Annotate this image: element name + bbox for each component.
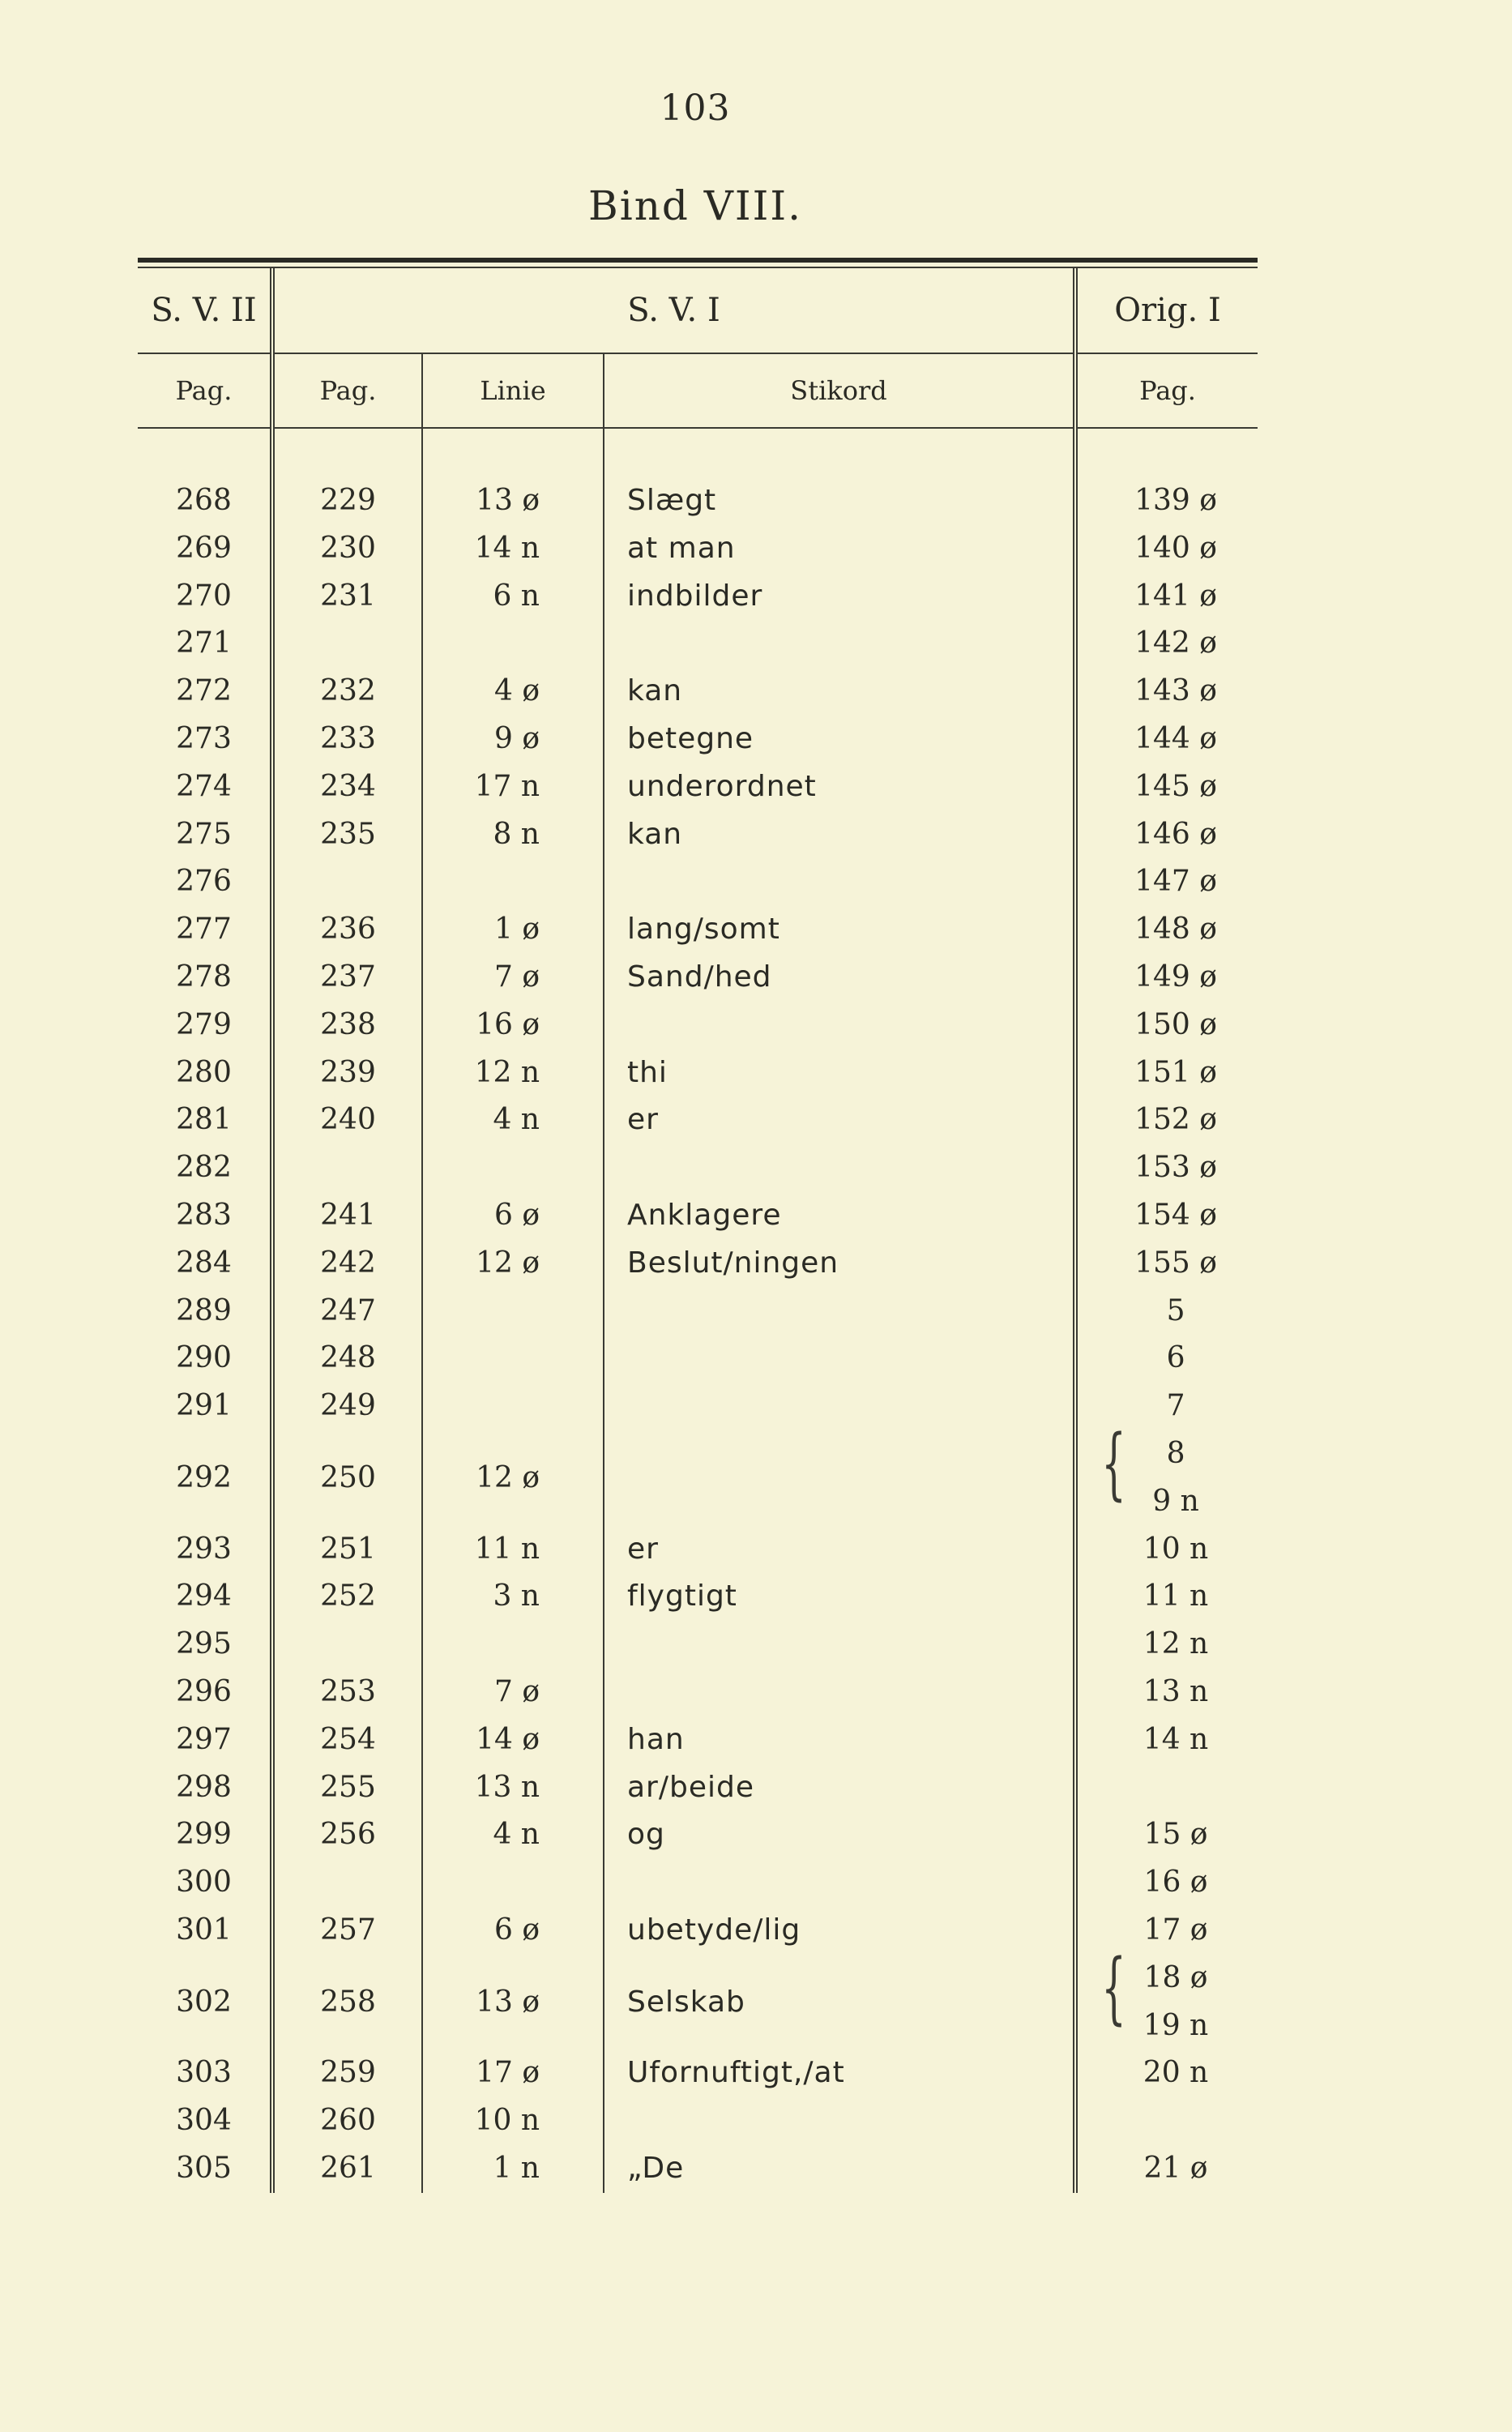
curly-brace-icon: { [1101, 1417, 1126, 1509]
cell-pag-sv2: 299 [138, 1811, 272, 1859]
table-row [138, 1907, 1258, 1955]
cell-stikord [604, 1002, 1075, 1049]
table-row [138, 668, 1258, 716]
cell-pag-orig: 12 n [1143, 1627, 1209, 1661]
cell-linie: 11 n [422, 1526, 604, 1574]
cell-pag-sv1: 252 [272, 1573, 422, 1621]
cell-pag-sv2: 303 [138, 2049, 272, 2097]
cell-pag-sv2: 297 [138, 1716, 272, 1764]
header-sv2: S. V. II [138, 268, 272, 353]
cell-pag-orig: 146 ø [1134, 817, 1217, 851]
table-row [138, 1192, 1258, 1240]
table-row [138, 2145, 1258, 2193]
cell-pag-orig: 144 ø [1134, 721, 1217, 755]
cell-pag-sv1: 233 [272, 716, 422, 763]
cell-pag-sv2: 279 [138, 1002, 272, 1049]
table-row [138, 906, 1258, 954]
cell-pag-sv1: 249 [272, 1383, 422, 1430]
cell-stikord [604, 620, 1075, 668]
cell-pag-sv1: 242 [272, 1240, 422, 1288]
orig-page-value: 18 ø [1143, 1960, 1208, 1994]
table-row [138, 1240, 1258, 1288]
cell-pag-sv1: 256 [272, 1811, 422, 1859]
cell-pag-sv2: 278 [138, 954, 272, 1002]
cell-pag-orig: 142 ø [1134, 626, 1217, 660]
cell-stikord: Anklagere [604, 1192, 1075, 1240]
cell-pag-sv2: 271 [138, 620, 272, 668]
cell-pag-sv1 [272, 858, 422, 906]
cell-linie: 6 n [422, 573, 604, 621]
cell-pag-sv1: 235 [272, 811, 422, 859]
cell-linie: 7 ø [422, 1669, 604, 1716]
cell-stikord: han [604, 1716, 1075, 1764]
cell-pag-sv2: 300 [138, 1859, 272, 1907]
cell-pag-orig: 153 ø [1134, 1151, 1217, 1185]
cell-pag-orig [1075, 2097, 1258, 2145]
cell-pag-sv1: 239 [272, 1049, 422, 1097]
cell-pag-sv1 [272, 620, 422, 668]
cell-linie: 4 ø [422, 668, 604, 716]
cell-linie: 8 n [422, 811, 604, 859]
table-row [138, 1621, 1258, 1669]
cell-pag-sv2: 280 [138, 1049, 272, 1097]
cell-stikord: thi [604, 1049, 1075, 1097]
cell-linie: 16 ø [422, 1002, 604, 1049]
cell-pag-sv1: 253 [272, 1669, 422, 1716]
cell-pag-sv2: 276 [138, 858, 272, 906]
table-row [138, 1859, 1258, 1907]
table-row [138, 1335, 1258, 1383]
cell-pag-orig: 6 [1166, 1341, 1185, 1375]
cell-pag-orig: 13 n [1143, 1674, 1209, 1708]
cell-pag-sv1: 257 [272, 1907, 422, 1955]
cell-pag-sv2: 304 [138, 2097, 272, 2145]
cell-pag-orig [1075, 1764, 1258, 1812]
cell-pag-orig: 139 ø [1134, 484, 1217, 517]
cell-stikord: underordnet [604, 763, 1075, 811]
table-row [138, 858, 1258, 906]
table-row [138, 1383, 1258, 1430]
cell-linie: 1 ø [422, 906, 604, 954]
cell-pag-sv1: 237 [272, 954, 422, 1002]
subheader-pag-sv2: Pag. [138, 353, 272, 428]
cell-pag-sv1: 250 [272, 1430, 422, 1526]
cell-pag-orig: 145 ø [1134, 769, 1217, 803]
cell-pag-sv1: 260 [272, 2097, 422, 2145]
cell-pag-sv1: 232 [272, 668, 422, 716]
cell-pag-sv1: 234 [272, 763, 422, 811]
cell-stikord: Selskab [604, 1955, 1075, 2050]
cell-stikord [604, 1621, 1075, 1669]
table-row [138, 477, 1258, 525]
cell-linie: 12 ø [422, 1240, 604, 1288]
orig-page-value: 9 n [1152, 1484, 1199, 1518]
cell-pag-sv2: 268 [138, 477, 272, 525]
cell-pag-sv1: 241 [272, 1192, 422, 1240]
cell-pag-orig: 149 ø [1134, 960, 1217, 994]
cell-stikord: Slægt [604, 477, 1075, 525]
cell-stikord: lang/somt [604, 906, 1075, 954]
table-row [138, 2049, 1258, 2097]
cell-pag-sv2: 292 [138, 1430, 272, 1526]
orig-page-value: 8 [1166, 1436, 1185, 1470]
table-row [138, 1144, 1258, 1192]
concordance-table-wrap [138, 258, 1258, 2193]
cell-pag-sv2: 305 [138, 2145, 272, 2193]
cell-linie [422, 858, 604, 906]
cell-pag-sv1: 231 [272, 573, 422, 621]
cell-pag-sv1 [272, 1144, 422, 1192]
cell-pag-sv1: 240 [272, 1096, 422, 1144]
cell-pag-sv1 [272, 1621, 422, 1669]
concordance-table [138, 268, 1258, 2193]
cell-linie [422, 1859, 604, 1907]
orig-page-value: 19 n [1143, 2008, 1209, 2042]
cell-pag-sv2: 296 [138, 1669, 272, 1716]
table-row [138, 1669, 1258, 1716]
cell-pag-orig: 151 ø [1134, 1055, 1217, 1089]
table-row [138, 1811, 1258, 1859]
cell-pag-orig: 16 ø [1143, 1866, 1208, 1900]
cell-stikord [604, 1383, 1075, 1430]
cell-pag-sv1: 258 [272, 1955, 422, 2050]
cell-pag-sv1: 251 [272, 1526, 422, 1574]
cell-pag-sv1: 254 [272, 1716, 422, 1764]
cell-stikord [604, 1430, 1075, 1526]
cell-pag-sv1: 236 [272, 906, 422, 954]
table-body [138, 428, 1258, 2193]
cell-pag-sv2: 269 [138, 525, 272, 573]
table-row [138, 525, 1258, 573]
cell-pag-sv2: 290 [138, 1335, 272, 1383]
cell-pag-orig [1075, 1417, 1258, 1526]
cell-stikord: flygtigt [604, 1573, 1075, 1621]
cell-pag-sv1: 229 [272, 477, 422, 525]
cell-pag-sv1 [272, 1859, 422, 1907]
cell-pag-sv2: 274 [138, 763, 272, 811]
cell-linie: 3 n [422, 1573, 604, 1621]
cell-pag-sv1: 247 [272, 1288, 422, 1336]
cell-pag-orig: 14 n [1143, 1722, 1209, 1756]
cell-pag-sv2: 301 [138, 1907, 272, 1955]
cell-linie [422, 1621, 604, 1669]
cell-pag-orig: 10 n [1143, 1532, 1209, 1566]
cell-stikord [604, 1335, 1075, 1383]
cell-pag-orig: 147 ø [1134, 865, 1217, 899]
cell-linie: 10 n [422, 2097, 604, 2145]
cell-stikord [604, 1859, 1075, 1907]
cell-pag-orig: 15 ø [1143, 1818, 1208, 1852]
cell-pag-sv1: 238 [272, 1002, 422, 1049]
cell-linie: 7 ø [422, 954, 604, 1002]
cell-pag-orig: 143 ø [1134, 674, 1217, 708]
table-row [138, 1049, 1258, 1097]
table-row [138, 716, 1258, 763]
cell-stikord: ar/beide [604, 1764, 1075, 1812]
cell-pag-orig: 148 ø [1134, 913, 1217, 947]
cell-stikord [604, 1669, 1075, 1716]
cell-linie: 1 n [422, 2145, 604, 2193]
cell-stikord [604, 858, 1075, 906]
cell-linie [422, 620, 604, 668]
cell-pag-orig: 7 [1166, 1389, 1185, 1423]
cell-pag-sv2: 293 [138, 1526, 272, 1574]
table-row [138, 1430, 1258, 1526]
cell-pag-sv1: 261 [272, 2145, 422, 2193]
cell-linie [422, 1335, 604, 1383]
table-row [138, 1288, 1258, 1336]
table-row [138, 1955, 1258, 2050]
cell-linie: 12 n [422, 1049, 604, 1097]
cell-linie: 4 n [422, 1096, 604, 1144]
cell-linie [422, 1383, 604, 1430]
cell-linie: 17 ø [422, 2049, 604, 2097]
table-row [138, 1716, 1258, 1764]
subheader-stikord: Stikord [604, 353, 1075, 428]
cell-pag-sv1: 255 [272, 1764, 422, 1812]
cell-stikord: er [604, 1096, 1075, 1144]
cell-linie: 17 n [422, 763, 604, 811]
cell-stikord: er [604, 1526, 1075, 1574]
cell-pag-sv2: 283 [138, 1192, 272, 1240]
cell-pag-sv2: 294 [138, 1573, 272, 1621]
table-row [138, 763, 1258, 811]
cell-pag-orig: 150 ø [1134, 1007, 1217, 1041]
cell-pag-sv1: 230 [272, 525, 422, 573]
table-row [138, 954, 1258, 1002]
cell-pag-orig: 152 ø [1134, 1103, 1217, 1137]
cell-stikord: og [604, 1811, 1075, 1859]
header-orig1: Orig. I [1114, 292, 1221, 329]
cell-linie: 9 ø [422, 716, 604, 763]
cell-linie: 14 ø [422, 1716, 604, 1764]
cell-stikord [604, 1288, 1075, 1336]
table-row [138, 1096, 1258, 1144]
table-row [138, 573, 1258, 621]
cell-linie: 6 ø [422, 1907, 604, 1955]
cell-linie: 13 n [422, 1764, 604, 1812]
header-sv1: S. V. I [272, 268, 1075, 353]
cell-stikord: ubetyde/lig [604, 1907, 1075, 1955]
cell-stikord [604, 2097, 1075, 2145]
table-row [138, 2097, 1258, 2145]
table-row [138, 1526, 1258, 1574]
cell-linie: 12 ø [422, 1430, 604, 1526]
table-row [138, 811, 1258, 859]
cell-pag-sv2: 302 [138, 1955, 272, 2050]
cell-linie: 14 n [422, 525, 604, 573]
table-row [138, 1764, 1258, 1812]
cell-linie: 13 ø [422, 1955, 604, 2050]
cell-pag-sv2: 277 [138, 906, 272, 954]
cell-pag-orig: 17 ø [1143, 1913, 1208, 1947]
cell-pag-sv2: 291 [138, 1383, 272, 1430]
cell-stikord: Sand/hed [604, 954, 1075, 1002]
cell-pag-sv2: 295 [138, 1621, 272, 1669]
cell-pag-sv1: 248 [272, 1335, 422, 1383]
cell-stikord: kan [604, 668, 1075, 716]
table-row [138, 1573, 1258, 1621]
subheader-linie: Linie [422, 353, 604, 428]
cell-stikord: Ufornuftigt,/at [604, 2049, 1075, 2097]
cell-pag-sv2: 284 [138, 1240, 272, 1288]
cell-stikord: at man [604, 525, 1075, 573]
cell-pag-sv2: 298 [138, 1764, 272, 1812]
cell-pag-orig: 154 ø [1134, 1198, 1217, 1232]
cell-linie: 13 ø [422, 477, 604, 525]
cell-pag-sv2: 282 [138, 1144, 272, 1192]
cell-pag-sv2: 289 [138, 1288, 272, 1336]
cell-pag-sv2: 270 [138, 573, 272, 621]
cell-linie: 6 ø [422, 1192, 604, 1240]
cell-stikord: Beslut/ningen [604, 1240, 1075, 1288]
cell-pag-orig: 140 ø [1134, 531, 1217, 565]
cell-pag-sv2: 281 [138, 1096, 272, 1144]
cell-stikord [604, 1144, 1075, 1192]
cell-pag-sv2: 273 [138, 716, 272, 763]
cell-stikord: „De [604, 2145, 1075, 2193]
curly-brace-icon: { [1101, 1942, 1126, 2033]
subheader-pag-orig: Pag. [1075, 353, 1258, 428]
cell-stikord: indbilder [604, 573, 1075, 621]
table-row [138, 620, 1258, 668]
table-row [138, 1002, 1258, 1049]
cell-pag-orig: 155 ø [1134, 1246, 1217, 1280]
cell-pag-orig: 141 ø [1134, 579, 1217, 613]
cell-pag-sv1: 259 [272, 2049, 422, 2097]
cell-pag-orig [1075, 1942, 1258, 2050]
cell-pag-orig: 21 ø [1143, 2151, 1208, 2185]
cell-linie [422, 1288, 604, 1336]
cell-pag-sv2: 275 [138, 811, 272, 859]
volume-title: Bind VIII. [587, 182, 803, 229]
page-number: 103 [660, 88, 731, 129]
cell-stikord: kan [604, 811, 1075, 859]
cell-pag-orig: 5 [1166, 1293, 1185, 1327]
cell-pag-orig: 11 n [1143, 1579, 1209, 1613]
subheader-pag-sv1: Pag. [272, 353, 422, 428]
cell-linie: 4 n [422, 1811, 604, 1859]
cell-stikord: betegne [604, 716, 1075, 763]
cell-pag-orig: 20 n [1143, 2056, 1209, 2090]
cell-pag-sv2: 272 [138, 668, 272, 716]
cell-linie [422, 1144, 604, 1192]
